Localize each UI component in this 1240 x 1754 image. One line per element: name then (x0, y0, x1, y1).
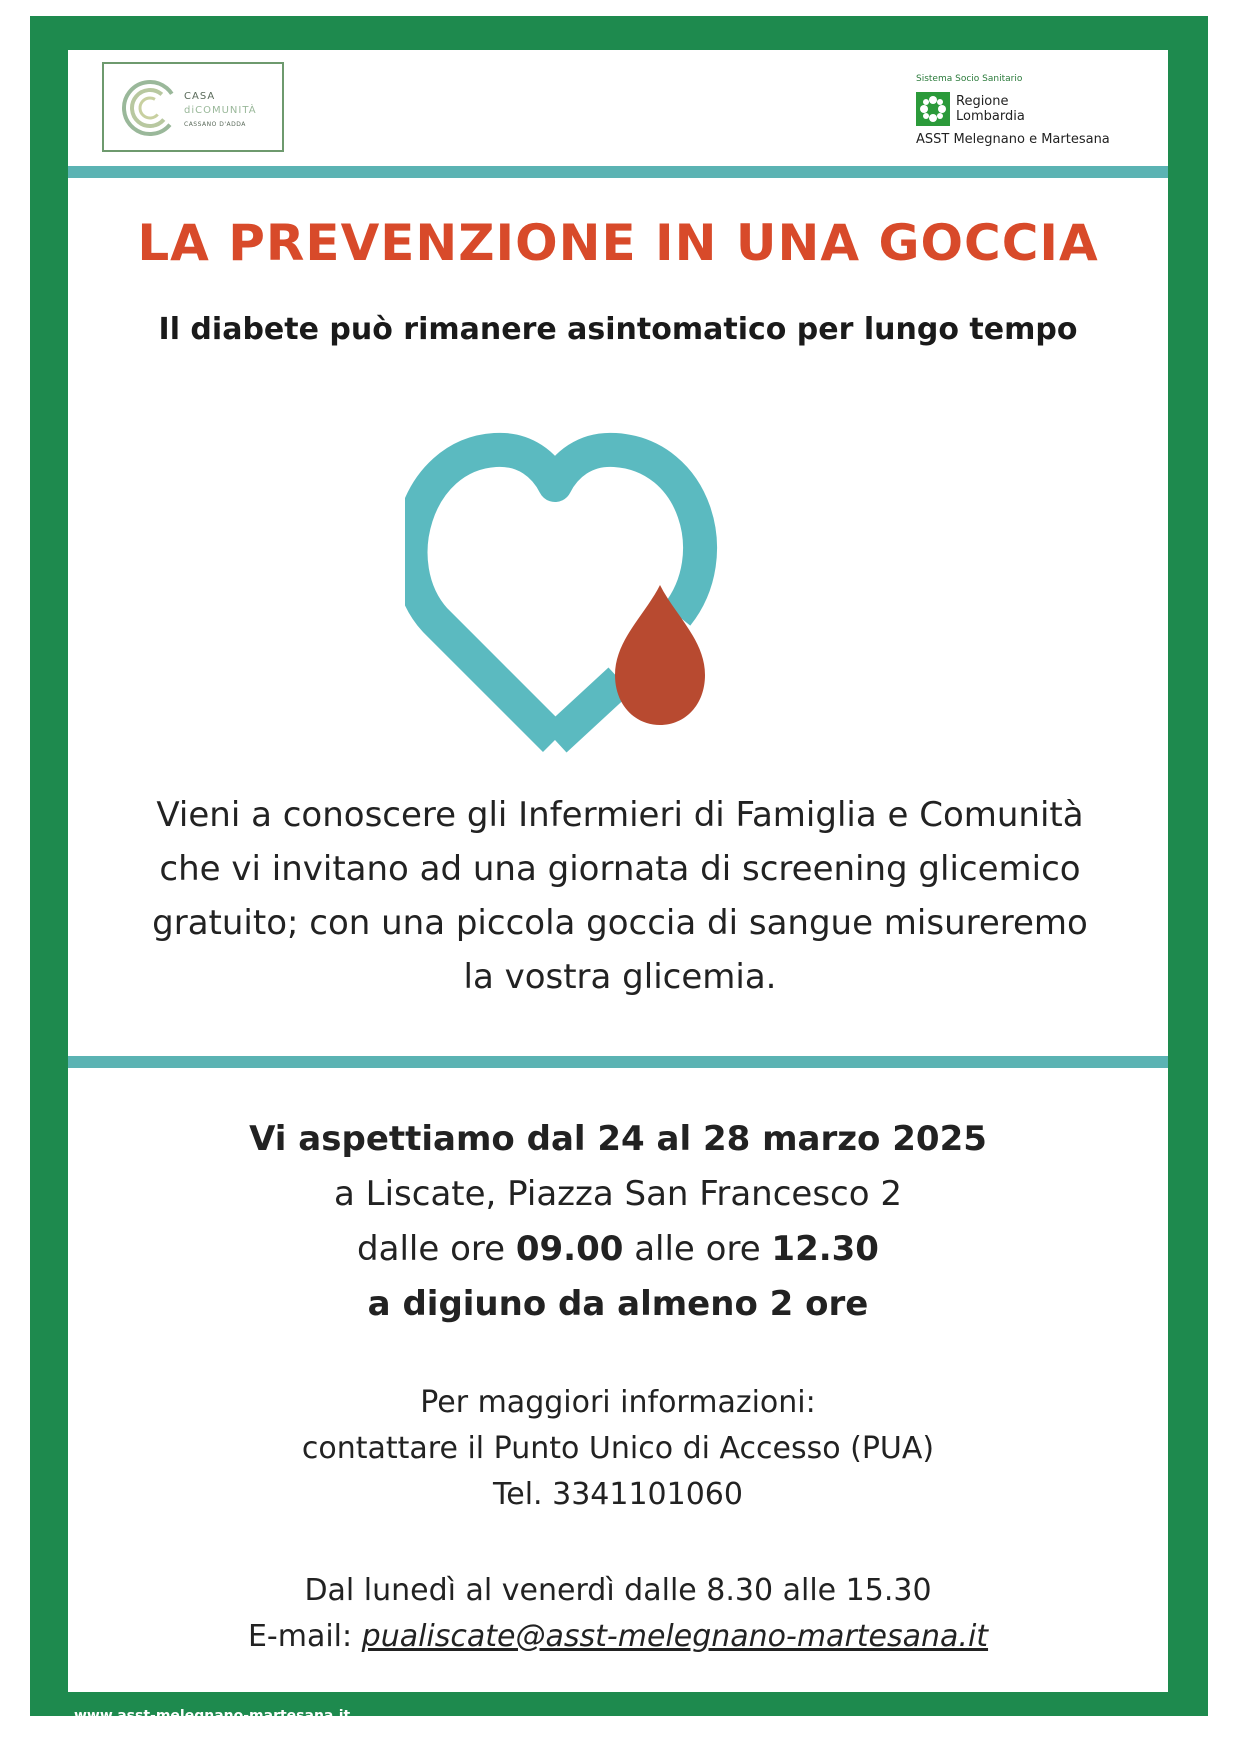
regione-name-line1: Regione (956, 94, 1009, 109)
heart-outline-lower-right-icon (555, 680, 620, 740)
contact-line: contattare il Punto Unico di Accesso (PUA) (301, 1431, 935, 1466)
footer-url[interactable]: www.asst-melegnano-martesana.it (74, 1708, 351, 1724)
casa-di-comunita-logo (102, 62, 284, 152)
page-subtitle: Il diabete può rimanere asintomatico per lungo tempo (158, 312, 1078, 347)
sistema-socio-sanitario-label: Sistema Socio Sanitario (916, 74, 1023, 84)
heart-drop-illustration (405, 425, 825, 765)
event-time-middle: alle ore (634, 1229, 761, 1269)
event-details (68, 1112, 1168, 1332)
email-line (68, 1614, 1168, 1660)
event-dates-month: marzo 2025 (762, 1119, 987, 1159)
info-label: Per maggiori informazioni: (420, 1385, 816, 1420)
contact-info (68, 1380, 1168, 1518)
casa-logo-text (184, 90, 257, 132)
phone-number: Tel. 3341101060 (493, 1477, 743, 1512)
hours-line: Dal lunedì al venerdì dalle 8.30 alle 15.30 (304, 1573, 932, 1608)
regione-lombardia-logo (912, 72, 1152, 152)
page-title: LA PREVENZIONE IN UNA GOCCIA (137, 214, 1099, 272)
intro-paragraph (90, 788, 1150, 1004)
office-hours (68, 1568, 1168, 1660)
event-location: a Liscate, Piazza San Francesco 2 (334, 1174, 902, 1214)
asst-name: ASST Melegnano e Martesana (916, 132, 1110, 147)
regione-name (956, 94, 1025, 124)
casa-logo-line1: CASA (184, 91, 216, 102)
header-divider (68, 166, 1168, 178)
section-divider (68, 1056, 1168, 1068)
event-dates-prefix: Vi aspettiamo dal 24 al 28 (249, 1119, 751, 1159)
intro-line-3: gratuito; con una piccola goccia di sangue misureremo (152, 903, 1088, 943)
casa-c-icon (120, 78, 180, 138)
intro-line-2: che vi invitano ad una giornata di screening glicemico (159, 849, 1081, 889)
regione-name-line2: Lombardia (956, 109, 1025, 124)
email-label: E-mail: (247, 1619, 362, 1654)
event-fasting-note: a digiuno da almeno 2 ore (367, 1284, 869, 1324)
intro-line-1: Vieni a conoscere gli Infermieri di Famiglia e Comunità (156, 795, 1084, 835)
event-time (68, 1222, 1168, 1277)
intro-line-4: la vostra glicemia. (463, 957, 777, 997)
casa-logo-line2: diCOMUNITÀ (184, 105, 257, 116)
casa-logo-line3: CASSANO D'ADDA (184, 121, 246, 128)
regione-rose-icon (916, 92, 950, 126)
email-link[interactable]: pualiscate@asst-melegnano-martesana.it (361, 1619, 989, 1654)
event-time-start: 09.00 (515, 1229, 624, 1269)
event-time-prefix: dalle ore (357, 1229, 506, 1269)
event-dates (68, 1112, 1168, 1167)
event-time-end: 12.30 (771, 1229, 879, 1269)
